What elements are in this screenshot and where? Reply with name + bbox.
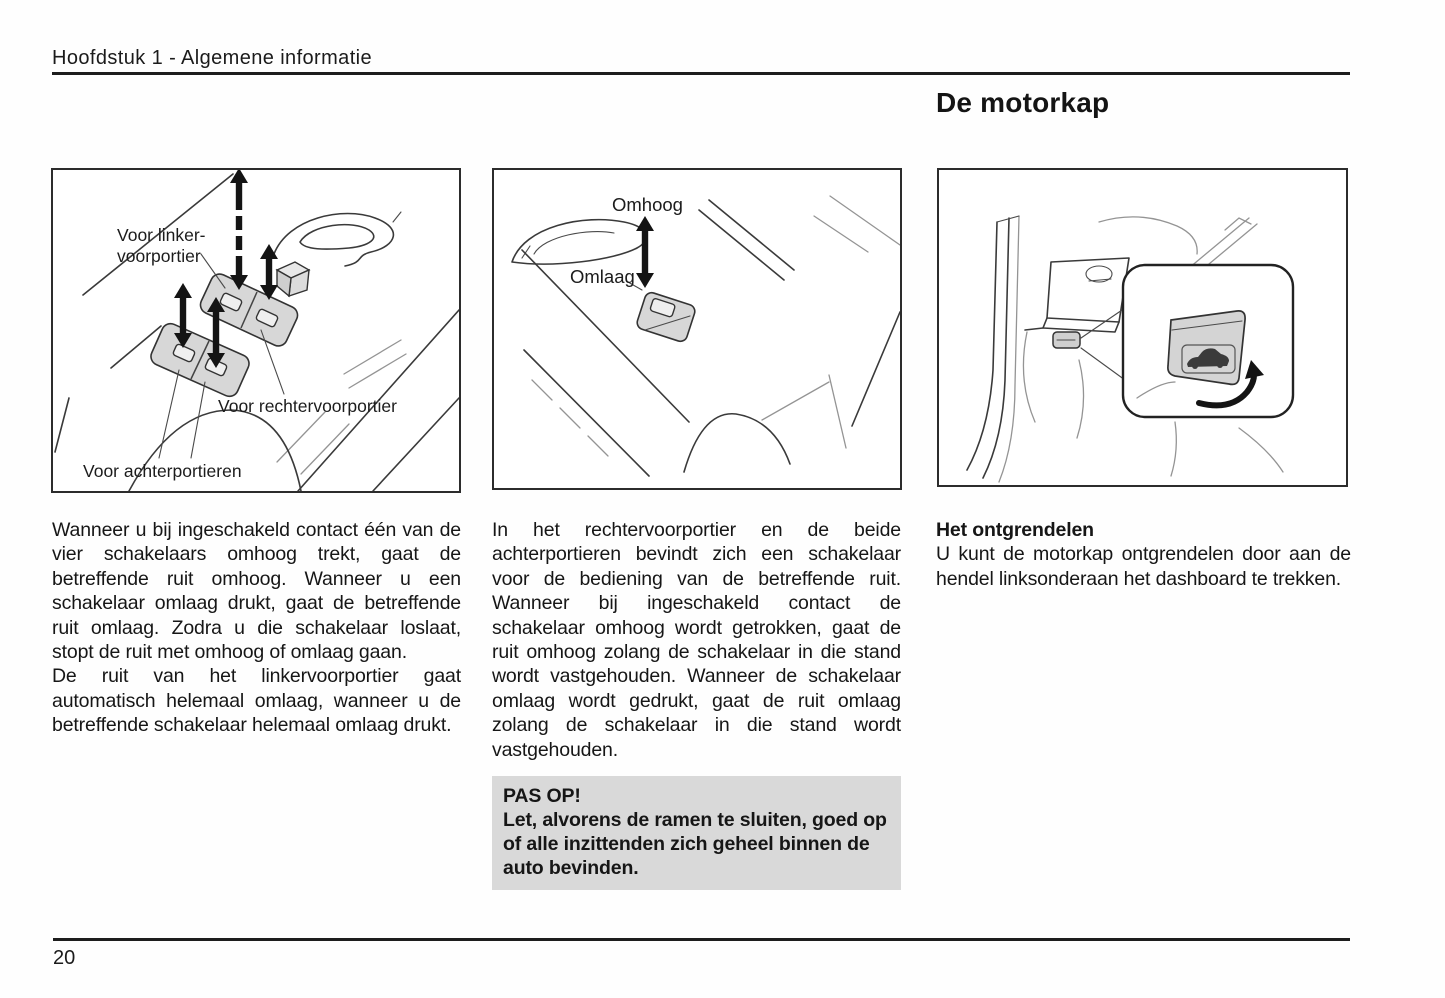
footer-rule xyxy=(53,938,1350,941)
figure-driver-door-switches xyxy=(51,168,461,493)
column-left xyxy=(52,518,461,738)
subsection-heading: Het ontgrendelen xyxy=(936,519,1094,541)
single-switch-illustration xyxy=(494,170,900,488)
hood-release-illustration xyxy=(939,170,1346,485)
connector-box xyxy=(277,262,309,296)
warning-body: Let, alvorens de ramen te sluiten, goed op of alle inzittenden zich geheel binnen de auto bevinden. xyxy=(503,809,887,880)
warning-title: PAS OP! xyxy=(503,785,581,808)
rear-switches-panel xyxy=(148,321,252,399)
body-paragraph: U kunt de motorkap ontgrendelen door aan de hendel linksonderaan het dashboard te trekken. xyxy=(936,543,1351,590)
hood-release-lever xyxy=(1053,332,1080,348)
up-down-arrow-icon xyxy=(636,216,654,288)
header-rule xyxy=(52,72,1350,75)
glovebox-door xyxy=(1043,258,1129,332)
figure-label-down: Omlaag xyxy=(570,266,635,287)
up-down-arrow-icon xyxy=(207,297,225,368)
window-switches-illustration xyxy=(53,170,459,491)
figure-label-rear-doors: Voor achterportieren xyxy=(83,461,242,481)
warning-box xyxy=(492,776,901,890)
figure-passenger-door-switch xyxy=(492,168,902,490)
body-paragraph: De ruit van het linkervoorportier gaat automatisch helemaal omlaag, wanneer u de betreffende schakelaar helemaal omlaag drukt. xyxy=(52,665,461,737)
chapter-header: Hoofdstuk 1 - Algemene informatie xyxy=(52,47,373,69)
figure-label-up: Omhoog xyxy=(612,194,683,215)
figure-hood-release xyxy=(937,168,1348,487)
body-paragraph: Wanneer u bij ingeschakeld contact één van de vier schakelaars omhoog trekt, gaat de betreffende ruit omhoog. Wanneer u een schakelaar omlaag drukt, gaat de betreffende ruit omlaag. Zodra u die schakelaar loslaat, stopt de ruit met omhoog of omlaag gaan. xyxy=(52,519,461,664)
window-switch xyxy=(635,291,696,343)
column-right xyxy=(936,518,1351,591)
column-middle xyxy=(492,518,901,890)
page-number: 20 xyxy=(53,947,76,969)
body-paragraph: In het rechtervoorportier en de beide achterportieren bevindt zich een schakelaar voor de bediening van de betreffende ruit. Wanneer bij ingeschakeld contact de schakelaar omhoog wordt getrokken, gaat de ruit omhoog zolang de schakelaar in die stand wordt vastgehouden. Wanneer de schakelaar omlaag wordt gedrukt, gaat de ruit omlaag zolang de schakelaar in die stand wordt vastgehouden. xyxy=(492,519,901,761)
figure-label-left-front-door: Voor linker- voorportier xyxy=(117,225,206,266)
up-down-arrow-icon xyxy=(230,170,248,290)
page-title: De motorkap xyxy=(936,87,1110,118)
figure-label-right-front-door: Voor rechtervoorportier xyxy=(218,396,397,416)
hood-release-inset xyxy=(1123,265,1293,417)
